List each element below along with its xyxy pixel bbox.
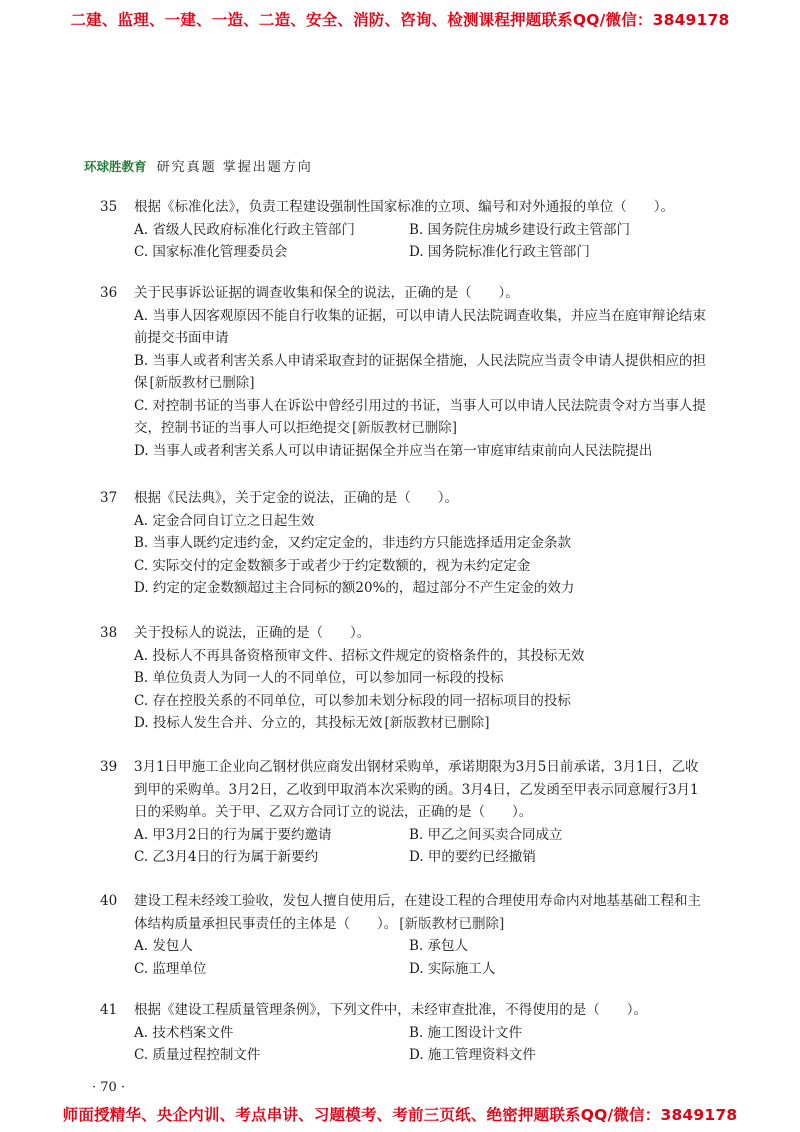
deleted-note: [新版教材已删除]	[384, 715, 490, 731]
question-37	[100, 487, 710, 600]
option-c: C. 对控制书证的当事人在诉讼中曾经引用过的书证，当事人可以申请人民法院责令对方当事人提交，控制书证的当事人可以拒绝提交	[134, 397, 706, 436]
question-stem: 关于投标人的说法，正确的是（ ）。	[134, 625, 371, 641]
option-b: B. 承包人	[409, 938, 469, 954]
question-stem: 3月1日甲施工企业向乙钢材供应商发出钢材采购单，承诺期限为3月5日前承诺，3月1日，乙收到甲的采购单。3月2日，乙收到甲取消本次采购的函。3月4日，乙发函至甲表示同意履行3月1日的采购单。关于甲、乙双方合同订立的说法，正确的是（ ）。	[134, 759, 699, 820]
question-stem: 根据《民法典》，关于定金的说法，正确的是（ ）。	[134, 490, 458, 506]
deleted-note: [新版教材已删除]	[352, 420, 458, 436]
option-a: A. 投标人不再具备资格预审文件、招标文件规定的资格条件的，其投标无效	[134, 647, 585, 664]
option-b: B. 施工图设计文件	[409, 1024, 523, 1041]
question-stem: 根据《标准化法》，负责工程建设强制性国家标准的立项、编号和对外通报的单位（ ）。	[134, 199, 674, 215]
option-d-wrapper	[134, 712, 710, 735]
option-a: A. 当事人因客观原因不能自行收集的证据，可以申请人民法院调查收集，并应当在庭审辩论结束前提交书面申请	[134, 307, 706, 346]
option-a: A. 甲3月2日的行为属于要约邀请	[134, 826, 332, 843]
option-d: D. 甲的要约已经撤销	[409, 849, 536, 865]
question-stem: 建设工程未经竣工验收，发包人擅自使用后，在建设工程的合理使用寿命内对地基基础工程和主体结构质量承担民事责任的主体是（ ）。	[134, 893, 701, 932]
question-number: 41	[100, 1002, 118, 1018]
option-d: D. 实际施工人	[409, 960, 496, 977]
bottom-contact-banner: 师面授精华、央企内训、考点串讲、习题模考、考前三页纸、绝密押题联系QQ/微信：3849178	[62, 1106, 738, 1124]
question-number: 35	[100, 199, 118, 215]
question-38	[100, 622, 710, 735]
question-39	[100, 756, 710, 869]
header-slogan: 研究真题 掌握出题方向	[156, 160, 313, 175]
deleted-note: [新版教材已删除]	[399, 915, 505, 932]
page-number: · 70 ·	[92, 1080, 126, 1095]
option-a: A. 省级人民政府标准化行政主管部门	[134, 221, 355, 238]
option-d: D. 约定的定金数额超过主合同标的额20%的，超过部分不产生定金的效力	[134, 580, 575, 596]
question-number: 40	[100, 893, 118, 909]
option-c: C. 监理单位	[134, 960, 207, 977]
option-d: D. 施工管理资料文件	[409, 1047, 536, 1063]
brand-logo-text: 环球胜教育	[84, 159, 147, 174]
option-c: C. 乙3月4日的行为属于新要约	[134, 849, 319, 865]
option-b-wrapper	[134, 350, 710, 395]
question-36	[100, 282, 710, 462]
option-a: A. 发包人	[134, 938, 193, 954]
deleted-note: [新版教材已删除]	[149, 375, 255, 391]
question-stem: 根据《建设工程质量管理条例》，下列文件中，未经审查批准，不得使用的是（ ）。	[134, 1002, 647, 1018]
option-c: C. 实际交付的定金数额多于或者少于约定数额的，视为未约定定金	[134, 557, 531, 574]
option-d: D. 投标人发生合并、分立的，其投标无效	[134, 715, 383, 731]
question-35	[100, 196, 710, 264]
question-40	[100, 890, 710, 980]
option-b: B. 单位负责人为同一人的不同单位，可以参加同一标段的投标	[134, 670, 504, 686]
option-a: A. 定金合同自订立之日起生效	[134, 512, 315, 529]
question-number: 39	[100, 759, 118, 775]
option-c: C. 质量过程控制文件	[134, 1047, 261, 1063]
question-stem-wrapper	[134, 890, 710, 935]
option-c: C. 国家标准化管理委员会	[134, 244, 288, 260]
question-number: 38	[100, 625, 118, 641]
question-41	[100, 999, 710, 1067]
question-stem: 关于民事诉讼证据的调查收集和保全的说法，正确的是（ ）。	[134, 285, 519, 301]
option-c: C. 存在控股关系的不同单位，可以参加未划分标段的同一招标项目的投标	[134, 692, 571, 709]
page-header	[84, 156, 313, 175]
option-b: B. 当事人或者利害关系人申请采取查封的证据保全措施，人民法院应当责令申请人提供相应的担保	[134, 352, 707, 391]
option-b: B. 甲乙之间买卖合同成立	[409, 826, 563, 843]
question-number: 37	[100, 490, 118, 506]
top-contact-banner: 二建、监理、一建、一造、二造、安全、消防、咨询、检测课程押题联系QQ/微信：3849178	[70, 11, 730, 29]
option-d: D. 当事人或者利害关系人可以申请证据保全并应当在第一审庭审结束前向人民法院提出	[134, 442, 653, 459]
option-c-wrapper	[134, 395, 710, 440]
option-a: A. 技术档案文件	[134, 1024, 234, 1041]
question-number: 36	[100, 285, 118, 301]
option-b: B. 当事人既约定违约金，又约定定金的，非违约方只能选择适用定金条款	[134, 535, 572, 551]
option-d: D. 国务院标准化行政主管部门	[409, 244, 590, 260]
option-b: B. 国务院住房城乡建设行政主管部门	[409, 221, 631, 238]
